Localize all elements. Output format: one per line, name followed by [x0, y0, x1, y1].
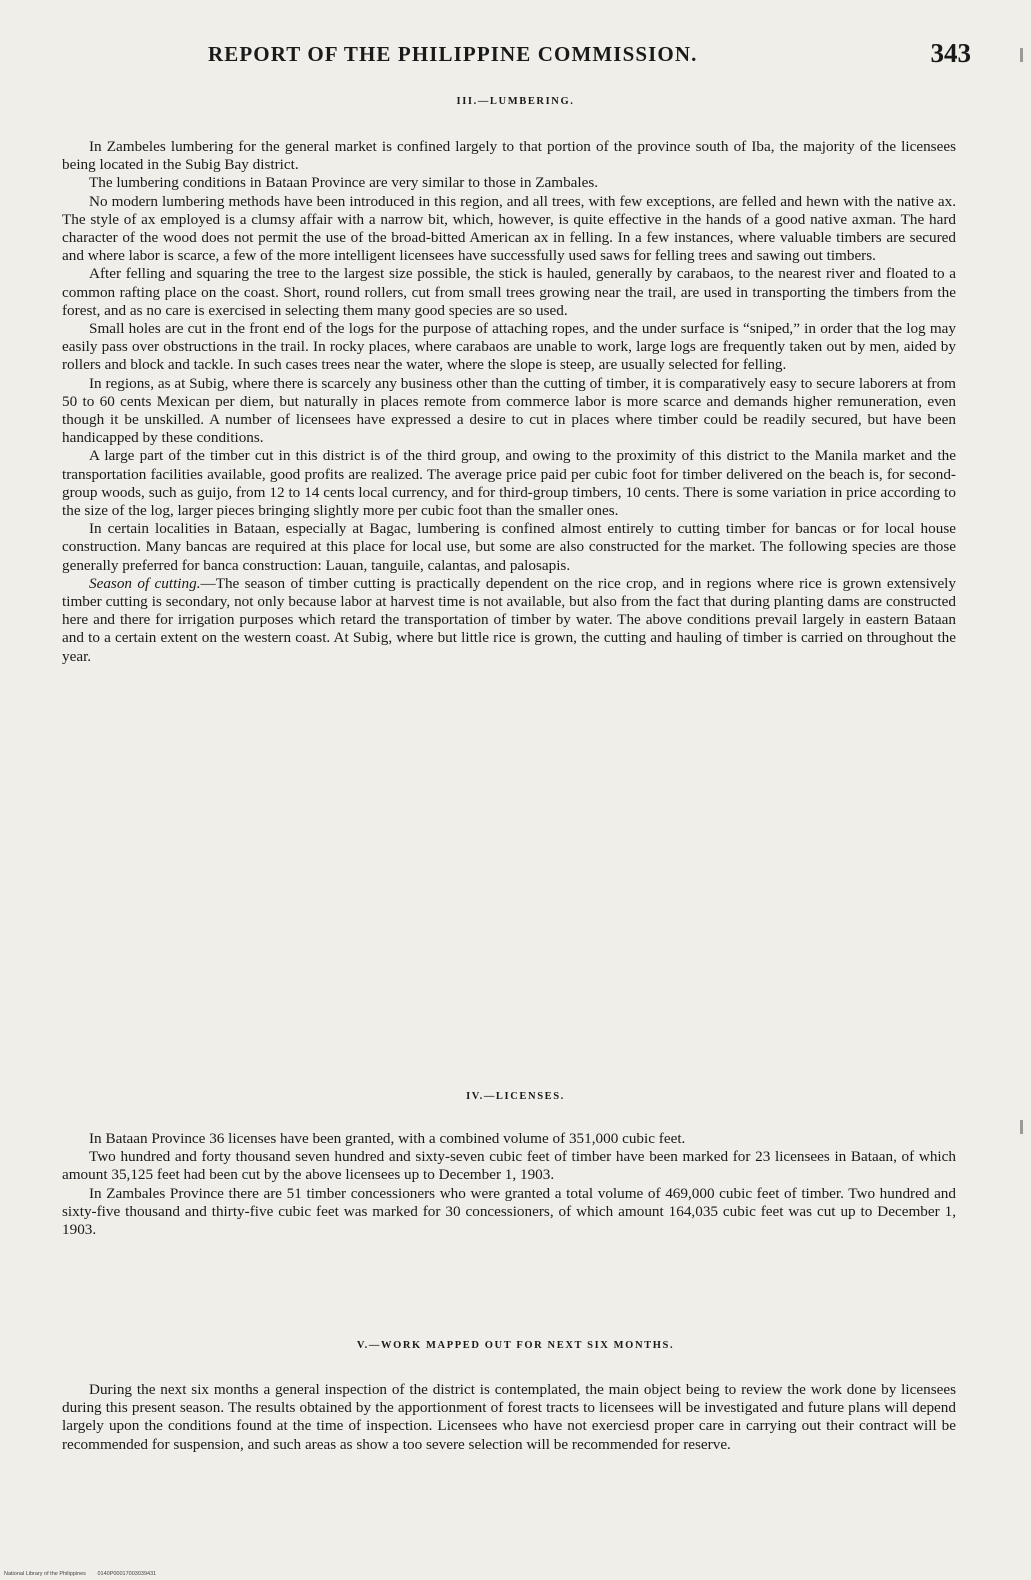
running-title: REPORT OF THE PHILIPPINE COMMISSION. — [208, 42, 698, 66]
paragraph: The lumbering conditions in Bataan Province are very similar to those in Zambales. — [89, 174, 599, 192]
footer-library: National Library of the Philippines — [4, 1571, 86, 1577]
section-heading-licenses: IV.—LICENSES. — [466, 1091, 565, 1102]
paragraph: A large part of the timber cut in this district is of the third group, and owing to the proximity of this district to the Manila market and the transportation facilities available, good profits are realized. The average price paid per cubic foot for timber delivered on the beach is, for second-group woods, such as guijo, from 12 to 14 cents local currency, and for third-group timbers, 10 cents. There is some variation in price according to the size of the log, larger pieces bringing slightly more per cubic foot than the smaller ones. — [62, 447, 956, 520]
paragraph: No modern lumbering methods have been introduced in this region, and all trees, with few exceptions, are felled and hewn with the native ax. The style of ax employed is a clumsy affair with a narrow bit, which, however, is quite effective in the hands of a good native axman. The hard character of the wood does not permit the use of the broad-bitted American ax in felling. In a few instances, where valuable timbers are secured and where labor is scarce, a few of the more intelligent licensees have successfully used saws for felling trees and sawing out timbers. — [62, 192, 956, 265]
paragraph: In Zambales Province there are 51 timber concessioners who were granted a total volume of 469,000 cubic feet of timber. Two hundred and sixty-five thousand and thirty-five cubic feet was marked for 30 concessioners, of which amount 164,035 cubic feet was cut up to December 1, 1903. — [62, 1184, 956, 1239]
paragraph: In regions, as at Subig, where there is scarcely any business other than the cutting of timber, it is comparatively easy to secure laborers at from 50 to 60 cents Mexican per diem, but naturally in places remote from commerce labor is more scarce and demands higher remuneration, even though it be unskilled. A number of licensees have expressed a desire to cut in places where timber could be readily secured, but have been handicapped by these conditions. — [62, 374, 956, 447]
section-body-lumbering — [62, 138, 956, 666]
paragraph: Small holes are cut in the front end of the logs for the purpose of attaching ropes, and the under surface is “sniped,” in order that the log may easily pass over obstructions in the trail. In rocky places, where carabaos are unable to work, large logs are frequently taken out by men, aided by rollers and block and tackle. In such cases trees near the water, where the slope is steep, are usually selected for felling. — [62, 320, 956, 374]
paragraph: After felling and squaring the tree to the largest size possible, the stick is hauled, generally by carabaos, to the nearest river and floated to a common rafting place on the coast. Short, round rollers, cut from small trees growing near the trail, are used in transporting the timbers from the forest, and as no care is exercised in selecting them many good species are so used. — [62, 265, 956, 319]
section-body-licenses — [62, 1130, 956, 1239]
scan-edge-mark — [1020, 1120, 1023, 1134]
page-number: 343 — [930, 38, 971, 68]
paragraph: Two hundred and forty thousand seven hundred and sixty-seven cubic feet of timber have been marked for 23 licensees in Bataan, of which amount 35,125 feet had been cut by the above licensees up to December 1, 1903. — [62, 1148, 956, 1184]
paragraph: In certain localities in Bataan, especially at Bagac, lumbering is confined almost entirely to cutting timber for bancas or for local house construction. Many bancas are required at this place for local use, but some are also constructed for the market. The following species are those generally preferred for banca construction: Lauan, tanguile, calantas, and palosapis. — [62, 520, 956, 574]
section-heading-lumbering: III.—LUMBERING. — [456, 96, 575, 107]
season-text: —The season of timber cutting is practically dependent on the rice crop, and in regions where rice is grown extensively timber cutting is secondary, not only because labor at harvest time is not available, but also from the fact that during planting dams are constructed here and there for irrigation purposes which retard the transportation of timber by water. The above conditions prevail largely in eastern Bataan and to a certain extent on the western coast. At Subig, where but little rice is grown, the cutting and hauling of timber is carried on throughout the year. — [62, 574, 956, 665]
season-paragraph — [62, 575, 956, 666]
paragraph: During the next six months a general inspection of the district is contemplated, the main object being to review the work done by licensees during this present season. The results obtained by the apportionment of forest tracts to licensees will be investigated and future plans will depend largely upon the conditions found at the time of inspection. Licensees who have not exerciesd proper care in carrying out their contract will be recommended for suspension, and such areas as show a too severe selection will be recommended for reserve. — [62, 1381, 956, 1453]
scan-edge-mark — [1020, 48, 1023, 62]
footer-credit — [4, 1571, 166, 1577]
paragraph: In Bataan Province 36 licenses have been granted, with a combined volume of 351,000 cubic feet. — [89, 1130, 686, 1147]
section-heading-work-plan: V.—WORK MAPPED OUT FOR NEXT SIX MONTHS. — [356, 1340, 675, 1351]
paragraph: In Zambeles lumbering for the general market is confined largely to that portion of the province south of Iba, the majority of the licensees being located in the Subig Bay district. — [62, 138, 956, 174]
footer-identifier: 0140P00017003039431 — [97, 1571, 157, 1577]
section-body-work-plan — [62, 1381, 956, 1454]
season-label: Season of cutting. — [89, 574, 201, 592]
running-head — [60, 38, 971, 74]
